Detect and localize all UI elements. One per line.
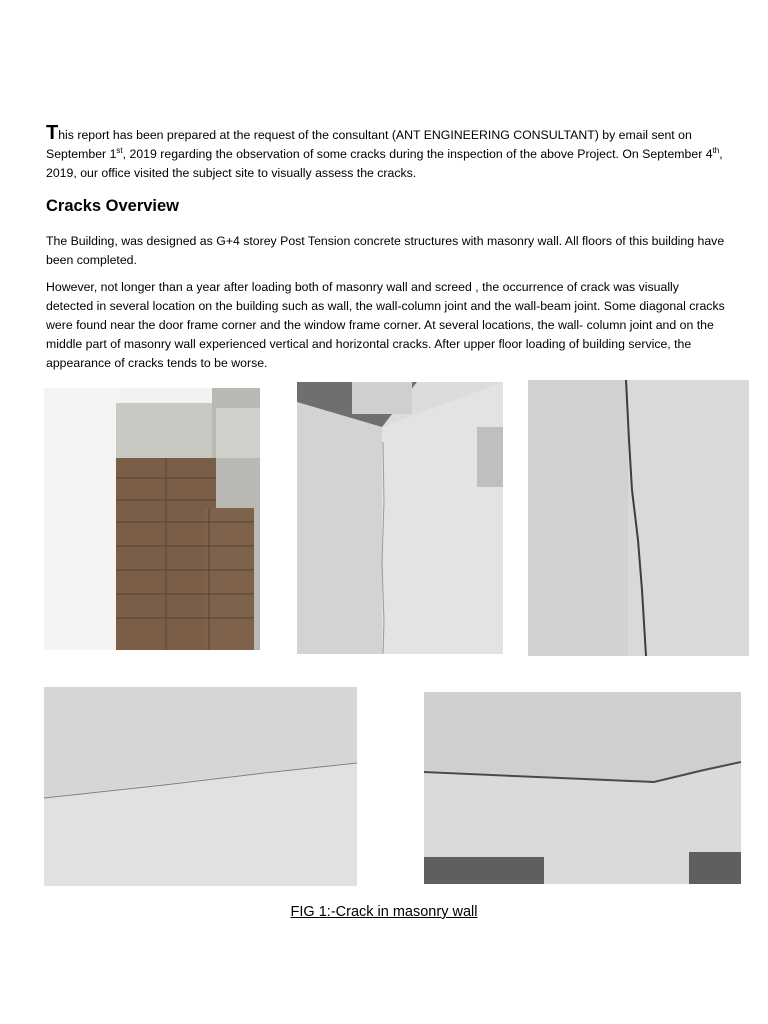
overview-paragraph-1: The Building, was designed as G+4 storey Post Tension concrete structures with masonry wall. All floors of this building have been completed. <box>46 234 725 267</box>
drop-cap: T <box>46 122 59 144</box>
figure-caption: FIG 1:-Crack in masonry wall <box>290 904 478 920</box>
ordinal-th: th <box>712 145 720 155</box>
section-heading: Cracks Overview <box>46 197 180 215</box>
intro-text-1: his report has been prepared at the request of the consultant (ANT ENGINEERING CONSULTANT) by email sent on September 1 <box>46 128 692 161</box>
ordinal-st: st <box>116 145 123 155</box>
overview-paragraph-2: However, not longer than a year after loading both of masonry wall and screed , the occurrence of crack was visually detected in several location on the building such as wall, the wall-column joint and the wall-beam joint. Some diagonal cracks were found near the door frame corner and the window frame corner. At several locations, the wall- column joint and on the middle part of masonry wall experienced vertical and horizontal cracks. After upper floor loading of building service, the appearance of cracks tends to be worse. <box>46 280 725 370</box>
wall-ceiling-crack-photo <box>424 692 741 884</box>
wall-corner-crack-photo <box>297 382 503 654</box>
intro-text-3: , 2019, our office visited the subject site to visually assess the cracks. <box>46 147 723 180</box>
tiled-wall-photo <box>44 388 260 650</box>
vertical-crack-photo <box>528 380 749 656</box>
intro-text-2: , 2019 regarding the observation of some cracks during the inspection of the above Project. On September 4 <box>122 147 713 161</box>
horizontal-wall-crack-photo <box>44 687 357 886</box>
intro-paragraph <box>46 124 728 183</box>
